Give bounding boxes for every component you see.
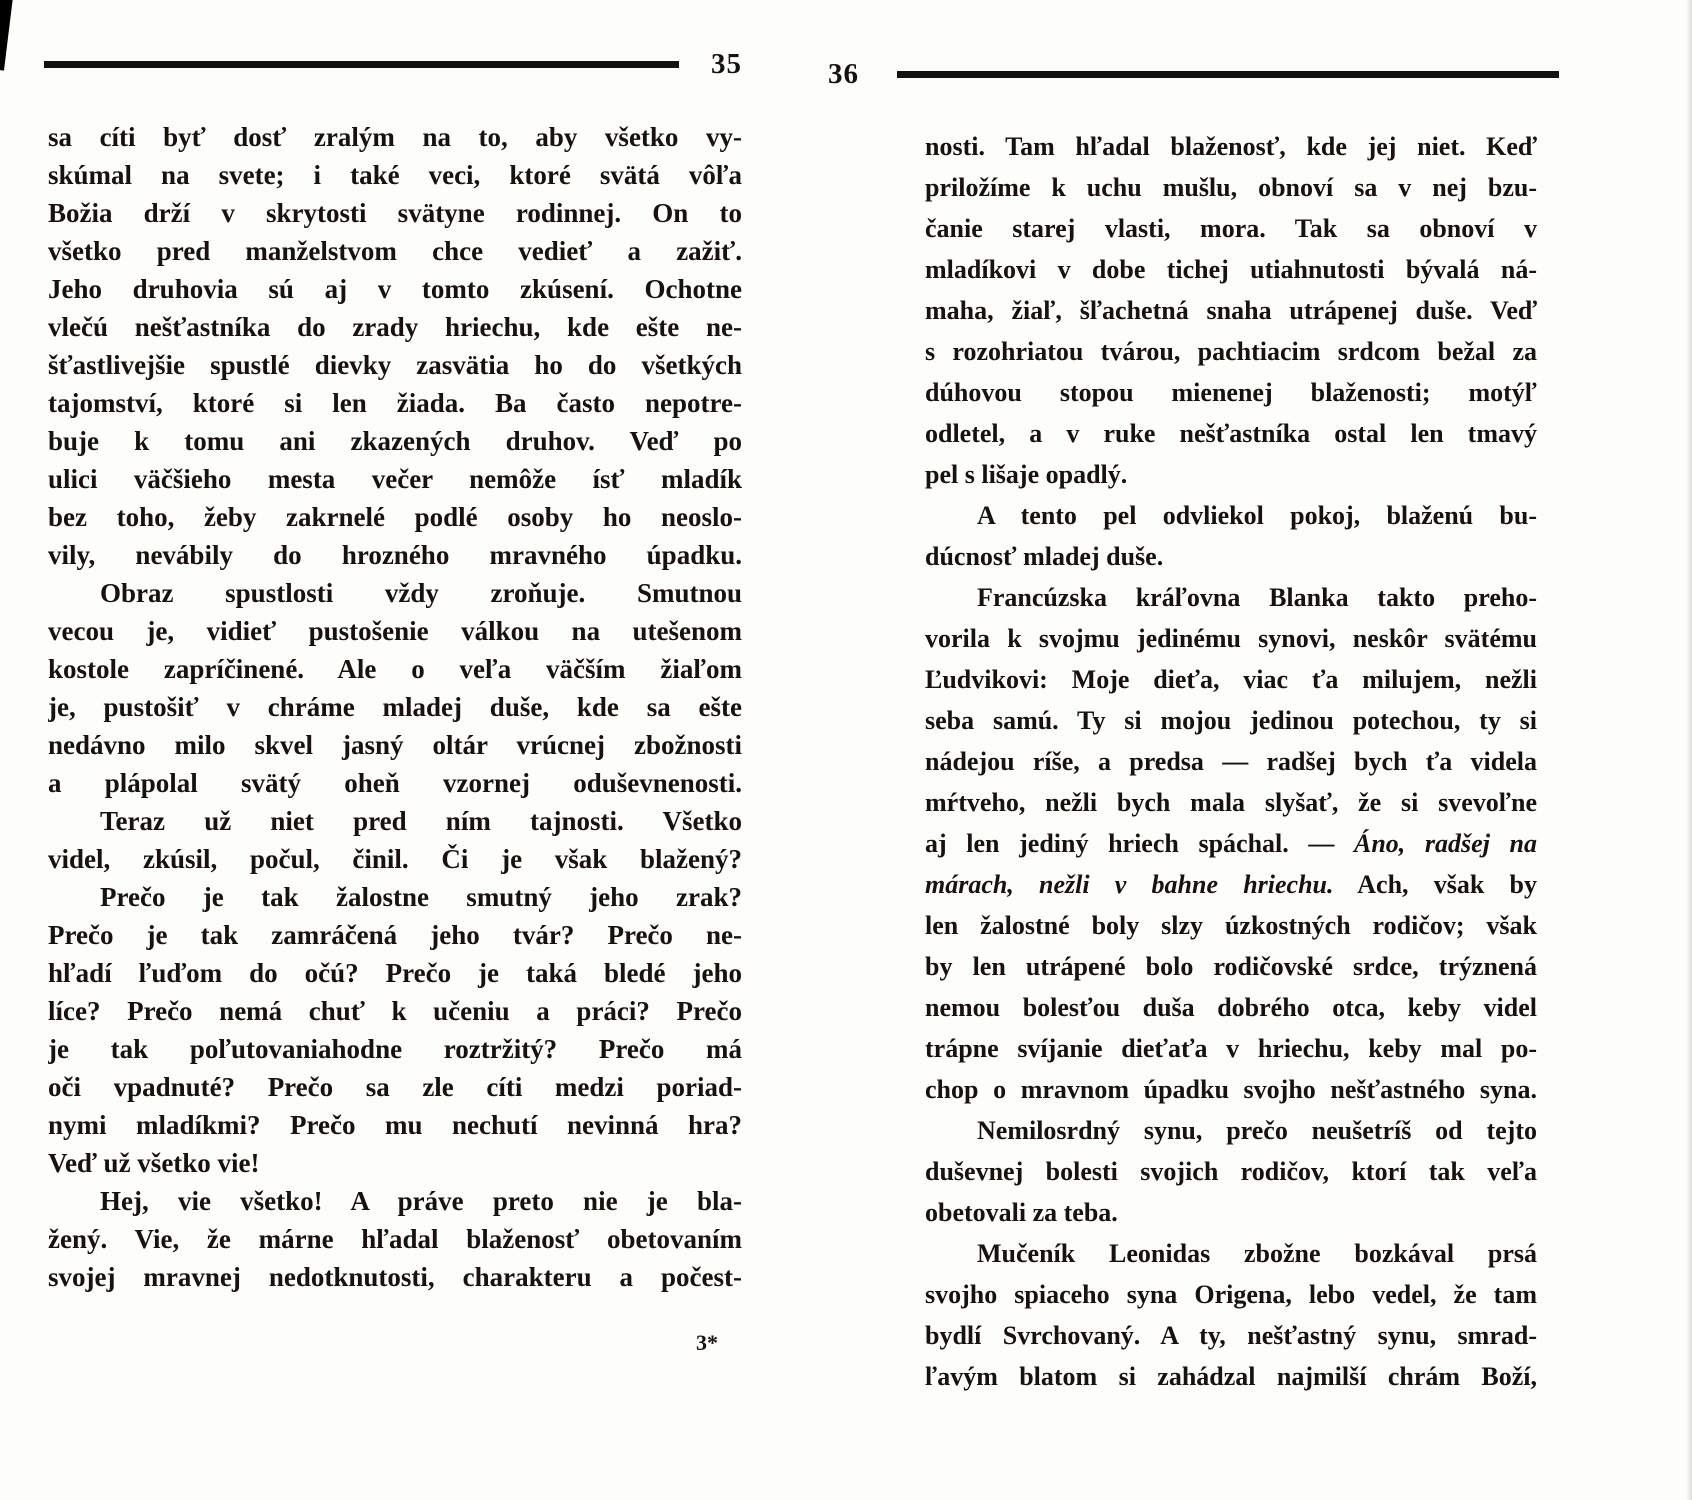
- text-line: [48, 118, 742, 156]
- text-line: [48, 1068, 742, 1106]
- text-run: oči vpadnuté? Prečo sa zle cíti medzi poriad-: [48, 1072, 742, 1102]
- text-run: Prečo je tak zamráčená jeho tvár? Prečo ne-: [48, 920, 742, 950]
- paragraph: [925, 126, 1537, 495]
- text-run: trápne svíjanie dieťaťa v hriechu, keby mal po-: [925, 1034, 1537, 1063]
- text-line: [48, 460, 742, 498]
- text-line: [48, 1030, 742, 1068]
- text-line: [48, 802, 742, 840]
- text-line: [48, 1258, 742, 1296]
- text-run: šťastlivejšie spustlé dievky zasvätia ho do všetkých: [48, 350, 742, 380]
- text-run: Božia drží v skrytosti svätyne rodinnej. On to: [48, 198, 742, 228]
- text-line: [925, 536, 1537, 577]
- page-35-text-block: [48, 118, 742, 1296]
- text-run: Prečo je tak žalostne smutný jeho zrak?: [100, 882, 742, 912]
- text-run: by len utrápené bolo rodičovské srdce, trýznená: [925, 952, 1537, 981]
- text-run: videl, zkúsil, počul, činil. Či je však blažený?: [48, 844, 742, 874]
- text-line: [48, 232, 742, 270]
- paragraph: [48, 118, 742, 574]
- scan-corner-artifact: [0, 0, 14, 71]
- text-line: [925, 987, 1537, 1028]
- text-line: [925, 413, 1537, 454]
- text-run: kostole zapríčinené. Ale o veľa väčším žiaľom: [48, 654, 742, 684]
- paragraph: [48, 802, 742, 878]
- text-run: s rozohriatou tvárou, pachtiacim srdcom bežal za: [925, 337, 1537, 366]
- paragraph: [925, 495, 1537, 577]
- text-run: líce? Prečo nemá chuť k učeniu a práci? Prečo: [48, 996, 742, 1026]
- signature-mark: 3*: [696, 1330, 718, 1355]
- text-run: vorila k svojmu jedinému synovi, neskôr svätému: [925, 624, 1537, 653]
- text-run: Nemilosrdný synu, prečo neušetríš od tejto: [977, 1116, 1537, 1145]
- text-run: dúcnosť mladej duše.: [925, 542, 1164, 571]
- text-run: nemou bolesťou duša dobrého otca, keby videl: [925, 993, 1537, 1022]
- text-line: [925, 700, 1537, 741]
- text-line: [925, 208, 1537, 249]
- text-run: Francúzska kráľovna Blanka takto preho-: [977, 583, 1537, 612]
- text-line: [48, 992, 742, 1030]
- paragraph: [925, 1233, 1537, 1397]
- italic-text: Áno, radšej na: [1354, 829, 1537, 858]
- text-line: [925, 577, 1537, 618]
- text-run: Hej, vie všetko! A práve preto nie je bla-: [100, 1186, 742, 1216]
- text-run: dúhovou stopou mienenej blaženosti; motýľ: [925, 378, 1537, 407]
- text-line: [48, 422, 742, 460]
- text-run: je, pustošiť v chráme mladej duše, kde sa ešte: [48, 692, 742, 722]
- text-run: ulici väčšieho mesta večer nemôže ísť mladík: [48, 464, 742, 494]
- text-run: A tento pel odvliekol pokoj, blaženú bu-: [977, 501, 1537, 530]
- text-line: [925, 331, 1537, 372]
- page-36-header: [828, 60, 1559, 89]
- text-line: [925, 1192, 1537, 1233]
- text-line: [925, 1233, 1537, 1274]
- text-run: čanie starej vlasti, mora. Tak sa obnoví v: [925, 214, 1537, 243]
- page-35-header: [44, 50, 742, 79]
- text-run: Mučeník Leonidas zbožne bozkával prsá: [977, 1239, 1537, 1268]
- text-line: [48, 498, 742, 536]
- text-run: aj len jediný hriech spáchal. —: [925, 829, 1354, 858]
- text-run: buje k tomu ani zkazených druhov. Veď po: [48, 426, 742, 456]
- text-line: [925, 495, 1537, 536]
- text-line: [48, 308, 742, 346]
- text-line: [925, 126, 1537, 167]
- text-line: [48, 194, 742, 232]
- text-line: [925, 1110, 1537, 1151]
- paragraph: [48, 1182, 742, 1296]
- text-line: [48, 536, 742, 574]
- text-run: ľavým blatom si zahádzal najmilší chrám Boží,: [925, 1362, 1537, 1391]
- text-run: je tak poľutovaniahodne roztržitý? Prečo má: [48, 1034, 742, 1064]
- page-number-35: 35: [711, 48, 742, 80]
- text-line: [48, 688, 742, 726]
- text-line: [925, 659, 1537, 700]
- text-run: Veď už všetko vie!: [48, 1148, 260, 1178]
- text-run: len žalostné boly slzy úzkostných rodičov; však: [925, 911, 1537, 940]
- text-line: [48, 878, 742, 916]
- text-run: duševnej bolesti svojich rodičov, ktorí tak veľa: [925, 1157, 1537, 1186]
- text-run: bydlí Svrchovaný. A ty, nešťastný synu, smrad-: [925, 1321, 1537, 1350]
- text-run: odletel, a v ruke nešťastníka ostal len tmavý: [925, 419, 1537, 448]
- text-run: nádejou ríše, a predsa — radšej bych ťa videla: [925, 747, 1537, 776]
- text-line: [925, 249, 1537, 290]
- text-line: [925, 782, 1537, 823]
- text-line: [48, 1182, 742, 1220]
- paragraph: [48, 878, 742, 1182]
- text-line: [48, 650, 742, 688]
- text-line: [925, 864, 1537, 905]
- text-line: [925, 741, 1537, 782]
- text-line: [925, 1274, 1537, 1315]
- text-run: hľadí ľuďom do očú? Prečo je taká bledé jeho: [48, 958, 742, 988]
- text-run: bez toho, žeby zakrnelé podlé osoby ho neoslo-: [48, 502, 742, 532]
- text-line: [48, 270, 742, 308]
- double-rule: [44, 61, 679, 68]
- text-run: mladíkovi v dobe tichej utiahnutosti bývalá ná-: [925, 255, 1537, 284]
- text-line: [925, 905, 1537, 946]
- text-run: Teraz už niet pred ním tajnosti. Všetko: [100, 806, 742, 836]
- text-line: [925, 1028, 1537, 1069]
- text-line: [48, 954, 742, 992]
- text-run: mŕtveho, nežli bych mala slyšať, že si svevoľne: [925, 788, 1537, 817]
- text-line: [48, 574, 742, 612]
- text-line: [925, 946, 1537, 987]
- text-line: [48, 726, 742, 764]
- text-run: svojho spiaceho syna Origena, lebo vedel, že tam: [925, 1280, 1537, 1309]
- text-run: vecou je, vidieť pustošenie válkou na utešenom: [48, 616, 742, 646]
- text-run: svojej mravnej nedotknutosti, charakteru a počest-: [48, 1262, 742, 1292]
- text-run: skúmal na svete; i také veci, ktoré svätá vôľa: [48, 160, 742, 190]
- paragraph: [48, 574, 742, 802]
- paragraph: [925, 1110, 1537, 1233]
- text-line: [48, 1144, 742, 1182]
- text-run: chop o mravnom úpadku svojho nešťastného syna.: [925, 1075, 1537, 1104]
- text-run: tajomství, ktoré si len žiada. Ba často nepotre-: [48, 388, 742, 418]
- text-line: [925, 167, 1537, 208]
- text-line: [48, 764, 742, 802]
- text-line: [925, 372, 1537, 413]
- italic-text: márach, nežli v bahne hriechu.: [925, 870, 1334, 899]
- text-run: Jeho druhovia sú aj v tomto zkúsení. Ochotne: [48, 274, 742, 304]
- text-line: [925, 1151, 1537, 1192]
- text-line: [925, 290, 1537, 331]
- double-rule: [897, 71, 1559, 78]
- text-line: [925, 618, 1537, 659]
- text-run: priložíme k uchu mušlu, obnoví sa v nej bzu-: [925, 173, 1537, 202]
- text-run: vily, nevábily do hrozného mravného úpadku.: [48, 540, 742, 570]
- text-line: [48, 346, 742, 384]
- paragraph: [925, 577, 1537, 1110]
- text-run: nymi mladíkmi? Prečo mu nechutí nevinná hra?: [48, 1110, 742, 1140]
- page-number-36: 36: [828, 58, 859, 90]
- text-line: [48, 1106, 742, 1144]
- text-run: maha, žiaľ, šľachetná snaha utrápenej duše. Veď: [925, 296, 1537, 325]
- text-run: nosti. Tam hľadal blaženosť, kde jej niet. Keď: [925, 132, 1537, 161]
- text-run: nedávno milo skvel jasný oltár vrúcnej zbožnosti: [48, 730, 742, 760]
- text-line: [48, 916, 742, 954]
- text-line: [925, 823, 1537, 864]
- text-run: a plápolal svätý oheň vzornej oduševnenosti.: [48, 768, 742, 798]
- text-line: [925, 454, 1537, 495]
- text-run: žený. Vie, že márne hľadal blaženosť obetovaním: [48, 1224, 742, 1254]
- text-run: všetko pred manželstvom chce vedieť a zažiť.: [48, 236, 742, 266]
- text-run: sa cíti byť dosť zralým na to, aby všetko vy-: [48, 122, 742, 152]
- text-run: Ľudvikovi: Moje dieťa, viac ťa milujem, nežli: [925, 665, 1537, 694]
- text-line: [48, 612, 742, 650]
- page-edge-shadow: [1686, 0, 1692, 1500]
- text-line: [925, 1069, 1537, 1110]
- text-run: seba samú. Ty si mojou jedinou potechou, ty si: [925, 706, 1537, 735]
- text-run: Ach, však by: [1333, 870, 1537, 899]
- text-line: [925, 1315, 1537, 1356]
- text-line: [48, 1220, 742, 1258]
- page-36-text-block: [925, 126, 1537, 1397]
- text-run: Obraz spustlosti vždy zroňuje. Smutnou: [100, 578, 742, 608]
- text-run: vlečú nešťastníka do zrady hriechu, kde ešte ne-: [48, 312, 742, 342]
- text-line: [48, 840, 742, 878]
- text-line: [48, 156, 742, 194]
- page-35: [48, 0, 742, 1500]
- text-run: obetovali za teba.: [925, 1198, 1118, 1227]
- text-line: [48, 384, 742, 422]
- page-36: [828, 0, 1537, 1500]
- text-line: [925, 1356, 1537, 1397]
- text-run: pel s lišaje opadlý.: [925, 460, 1128, 489]
